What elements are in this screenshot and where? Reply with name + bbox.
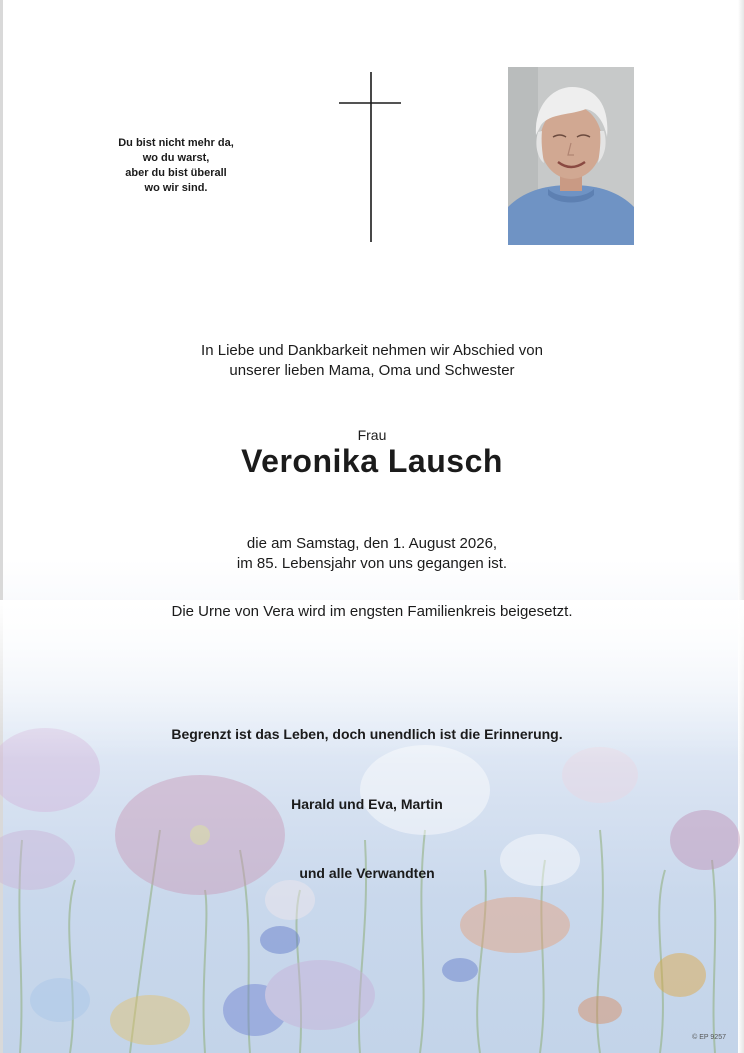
poem-line: wo wir sind. [144,182,208,194]
poem-line: wo du warst, [142,152,210,164]
poem-line: aber du bist überall [125,167,227,179]
memorial-quote: Begrenzt ist das Leben, doch unendlich ist die Erinnerung. [171,726,563,742]
poem-line: Du bist nicht mehr da, [118,137,234,149]
intro-line: unserer lieben Mama, Oma und Schwester [229,362,515,379]
copyright-mark: © EP 9257 [692,1034,726,1041]
flower-meadow-background [0,600,744,1053]
burial-notice: Die Urne von Vera wird im engsten Familienkreis beigesetzt. [171,603,573,620]
honorific: Frau [357,427,387,443]
farewell-intro [0,341,744,381]
death-notice [0,534,744,574]
portrait-photo [508,67,634,245]
mourners-names: Harald und Eva, Martin [291,796,443,812]
cross-icon [339,72,401,242]
death-line: im 85. Lebensjahr von uns gegangen ist. [236,555,508,572]
deceased-name: Veronika Lausch [241,443,503,479]
death-line: die am Samstag, den 1. August 2026, [246,535,498,552]
relatives-line: und alle Verwandten [299,865,435,881]
intro-line: In Liebe und Dankbarkeit nehmen wir Abschied von [201,342,543,359]
memorial-poem [96,136,256,196]
